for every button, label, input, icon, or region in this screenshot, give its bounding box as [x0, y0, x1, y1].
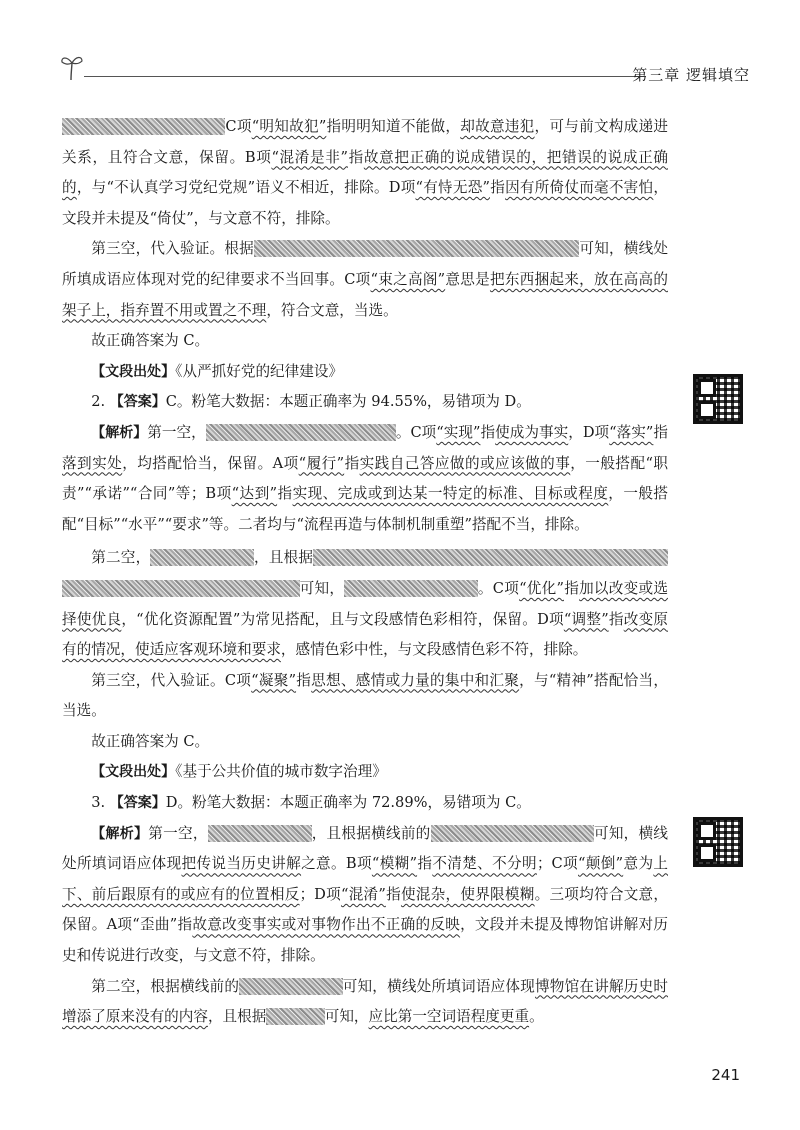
section-label: 【文段出处】 — [91, 764, 176, 781]
highlighted-text — [431, 825, 594, 842]
text-run: ，感情色彩中性，与文段感情色彩不符，排除。 — [280, 641, 588, 659]
text-run: 第一空， — [148, 824, 208, 842]
underlined-text: 上下、前后跟原有的或应有的位置相反 — [62, 855, 668, 903]
text-run: 第一空， — [147, 423, 206, 441]
paragraph — [62, 112, 668, 234]
text-run: 指 — [344, 454, 360, 472]
underlined-text: “模糊” — [371, 855, 418, 873]
text-run: ，文段并未提及“倚仗”，与文意不符，排除。 — [62, 179, 668, 227]
paragraph — [62, 543, 668, 665]
underlined-text: 使成为事实 — [495, 423, 569, 441]
page-body — [62, 112, 668, 1033]
text-run: ，“优化资源配置”为常见搭配，且与文段感情色彩相符，保留。D项 — [121, 610, 564, 628]
underlined-text: 把传说当历史讲解 — [181, 855, 302, 873]
section-label: 【解析】 — [91, 825, 149, 842]
text-run: 《从严抓好党的纪律建设》 — [175, 362, 344, 380]
underlined-text: 落到实处 — [62, 454, 123, 472]
highlighted-text — [208, 825, 312, 842]
text-run: 可知， — [299, 579, 345, 597]
underlined-text: “落实” — [609, 423, 654, 441]
underlined-text: “履行” — [298, 454, 345, 472]
header-rule — [84, 76, 646, 77]
text-run: 指 — [417, 855, 433, 873]
underlined-text: 故意改变事实或对事物作出不正确的反映 — [192, 916, 461, 934]
highlighted-text — [344, 580, 478, 597]
section-label: 【解析】 — [91, 424, 148, 441]
section-label: 【答案】 — [109, 394, 166, 411]
section-label: 【文段出处】 — [91, 363, 176, 380]
text-run: 第三空，代入验证。C项 — [91, 671, 252, 689]
source-citation — [62, 357, 668, 388]
underlined-text: “混淆” — [340, 885, 386, 903]
chapter-number: 第三章 — [632, 66, 681, 84]
chapter-title: 逻辑填空 — [685, 66, 750, 84]
text-run: 指 — [563, 579, 580, 597]
underlined-text: “有恃无恐” — [415, 179, 490, 197]
underlined-text: 实现、完成或到达某一特定的标准、目标或程度 — [292, 485, 609, 503]
underlined-text: “实现” — [436, 423, 481, 441]
text-run: 。 — [529, 1008, 544, 1026]
text-run: ，文段并未提及博物馆讲解对历史和传说进行改变，与文意不符，排除。 — [62, 916, 668, 965]
underlined-text: “束之高阁” — [370, 270, 446, 288]
text-run: 指 — [296, 671, 312, 689]
text-run: 指 — [653, 423, 668, 441]
question-answer — [62, 387, 668, 418]
text-run: 指 — [347, 148, 364, 166]
text-run: 可知，横线处所填词语应体现 — [62, 824, 668, 873]
text-run: 指 — [608, 610, 624, 628]
text-run: ，与“精神”搭配恰当，当选。 — [62, 671, 668, 720]
text-run: 2. — [91, 393, 106, 411]
answer-conclusion: 故正确答案为 C。 — [91, 332, 210, 350]
text-run: 指 — [277, 485, 293, 503]
text-run: 意为 — [623, 855, 654, 873]
page-header — [60, 52, 750, 92]
text-run: ，与“不认真学习党纪党规”语义不相近，排除。D项 — [76, 179, 416, 197]
text-run: 可知，横线处所填成语应体现对党的纪律要求不当回事。C项 — [62, 240, 668, 288]
underlined-text: 改变原有的情况，使适应客观环境和要求 — [62, 610, 668, 659]
text-run: 指 — [490, 179, 506, 197]
text-run: ，且根据 — [207, 1008, 267, 1026]
text-run: 意思是 — [445, 270, 490, 288]
text-run: ，可与前文构成递进关系，且符合文意，保留。B项 — [62, 118, 668, 166]
paragraph — [62, 819, 668, 972]
text-run: C项 — [225, 118, 252, 135]
text-run: 《基于公共价值的城市数字治理》 — [175, 763, 387, 781]
highlighted-text — [206, 424, 396, 441]
underlined-text: “达到” — [231, 485, 278, 503]
text-run: ，均搭配恰当，保留。A项 — [122, 454, 299, 472]
text-run: ，一般搭配“目标”“水平”“要求”等。二者均与“流程再造与体制机制重塑”搭配不当，排除。 — [62, 485, 668, 533]
text-run: ，一般搭配“职责”“承诺”“合同”等；B项 — [62, 454, 668, 503]
text-run: ；D项 — [299, 885, 341, 903]
page-number: 241 — [711, 1066, 740, 1084]
text-run: 指 — [480, 423, 496, 441]
text-run: 第二空， — [91, 549, 151, 567]
underlined-text: 却故意违犯 — [460, 118, 535, 135]
highlighted-text — [266, 1008, 324, 1025]
underlined-text: 把东西捆起来，放在高高的架子上，指弃置不用或置之不理 — [62, 270, 668, 319]
underlined-text: 故意把正确的说成错误的，把错误的说成正确的 — [62, 148, 668, 197]
section-label: 【答案】 — [109, 795, 166, 812]
underlined-text: 不清楚、不分明 — [432, 855, 537, 873]
text-run: 可知， — [324, 1008, 369, 1026]
text-run: 。三项均符合文意，保留。A项“歪曲”指 — [62, 885, 668, 934]
text-run: 指明明知道不能做， — [326, 118, 461, 135]
underlined-text: “混淆是非” — [271, 148, 348, 166]
sprout-icon — [60, 52, 84, 82]
text-run: ，符合文意，当选。 — [266, 301, 398, 319]
text-run: 第三空，代入验证。根据 — [91, 240, 254, 258]
underlined-text: 使混杂，使界限模糊 — [400, 885, 535, 903]
text-run: ，D项 — [568, 423, 610, 441]
text-run: 可知，横线处所填词语应体现 — [342, 977, 536, 995]
source-citation — [62, 757, 668, 788]
answer-conclusion: 故正确答案为 C。 — [91, 732, 210, 750]
paragraph — [62, 418, 668, 540]
underlined-text: “颠倒” — [578, 855, 624, 873]
underlined-text: “明知故犯” — [251, 118, 327, 135]
text-run: 之意。B项 — [301, 855, 372, 873]
chapter-heading — [632, 64, 750, 85]
highlighted-text — [150, 549, 254, 566]
text-run: 。C项 — [395, 423, 437, 441]
text-run: C。粉笔大数据：本题正确率为 94.55%，易错项为 D。 — [165, 393, 531, 411]
question-answer — [62, 788, 668, 819]
text-run: 3. — [91, 794, 106, 812]
underlined-text: 因有所倚仗而毫不害怕 — [505, 179, 654, 197]
text-run: ，且根据横线前的 — [311, 824, 431, 842]
paragraph — [62, 234, 668, 326]
qr-code[interactable] — [693, 374, 743, 424]
underlined-text: 实践自己答应做的或应该做的事 — [359, 454, 571, 472]
qr-code[interactable] — [693, 817, 743, 867]
underlined-text: “优化” — [519, 579, 564, 597]
highlighted-text — [254, 240, 579, 257]
underlined-text: “凝聚” — [251, 671, 297, 689]
underlined-text: 加以改变或选择使优良 — [62, 579, 668, 628]
text-run: ；C项 — [536, 855, 578, 873]
text-run: 。C项 — [477, 579, 520, 597]
text-run: ，且根据 — [253, 549, 314, 567]
text-run: D。粉笔大数据：本题正确率为 72.89%，易错项为 C。 — [165, 794, 531, 812]
highlighted-text — [239, 978, 343, 995]
underlined-text: 博物馆在讲解历史时增添了原来没有的内容 — [62, 977, 668, 1026]
underlined-text: 应比第一空词语程度更重 — [368, 1008, 530, 1026]
paragraph — [62, 666, 668, 727]
underlined-text: “调整” — [563, 610, 609, 628]
text-run: 指 — [385, 885, 401, 903]
highlighted-text — [62, 118, 225, 135]
text-run: 第二空，根据横线前的 — [91, 977, 240, 995]
paragraph — [62, 972, 668, 1033]
underlined-text: 思想、感情或力量的集中和汇聚 — [311, 671, 520, 689]
